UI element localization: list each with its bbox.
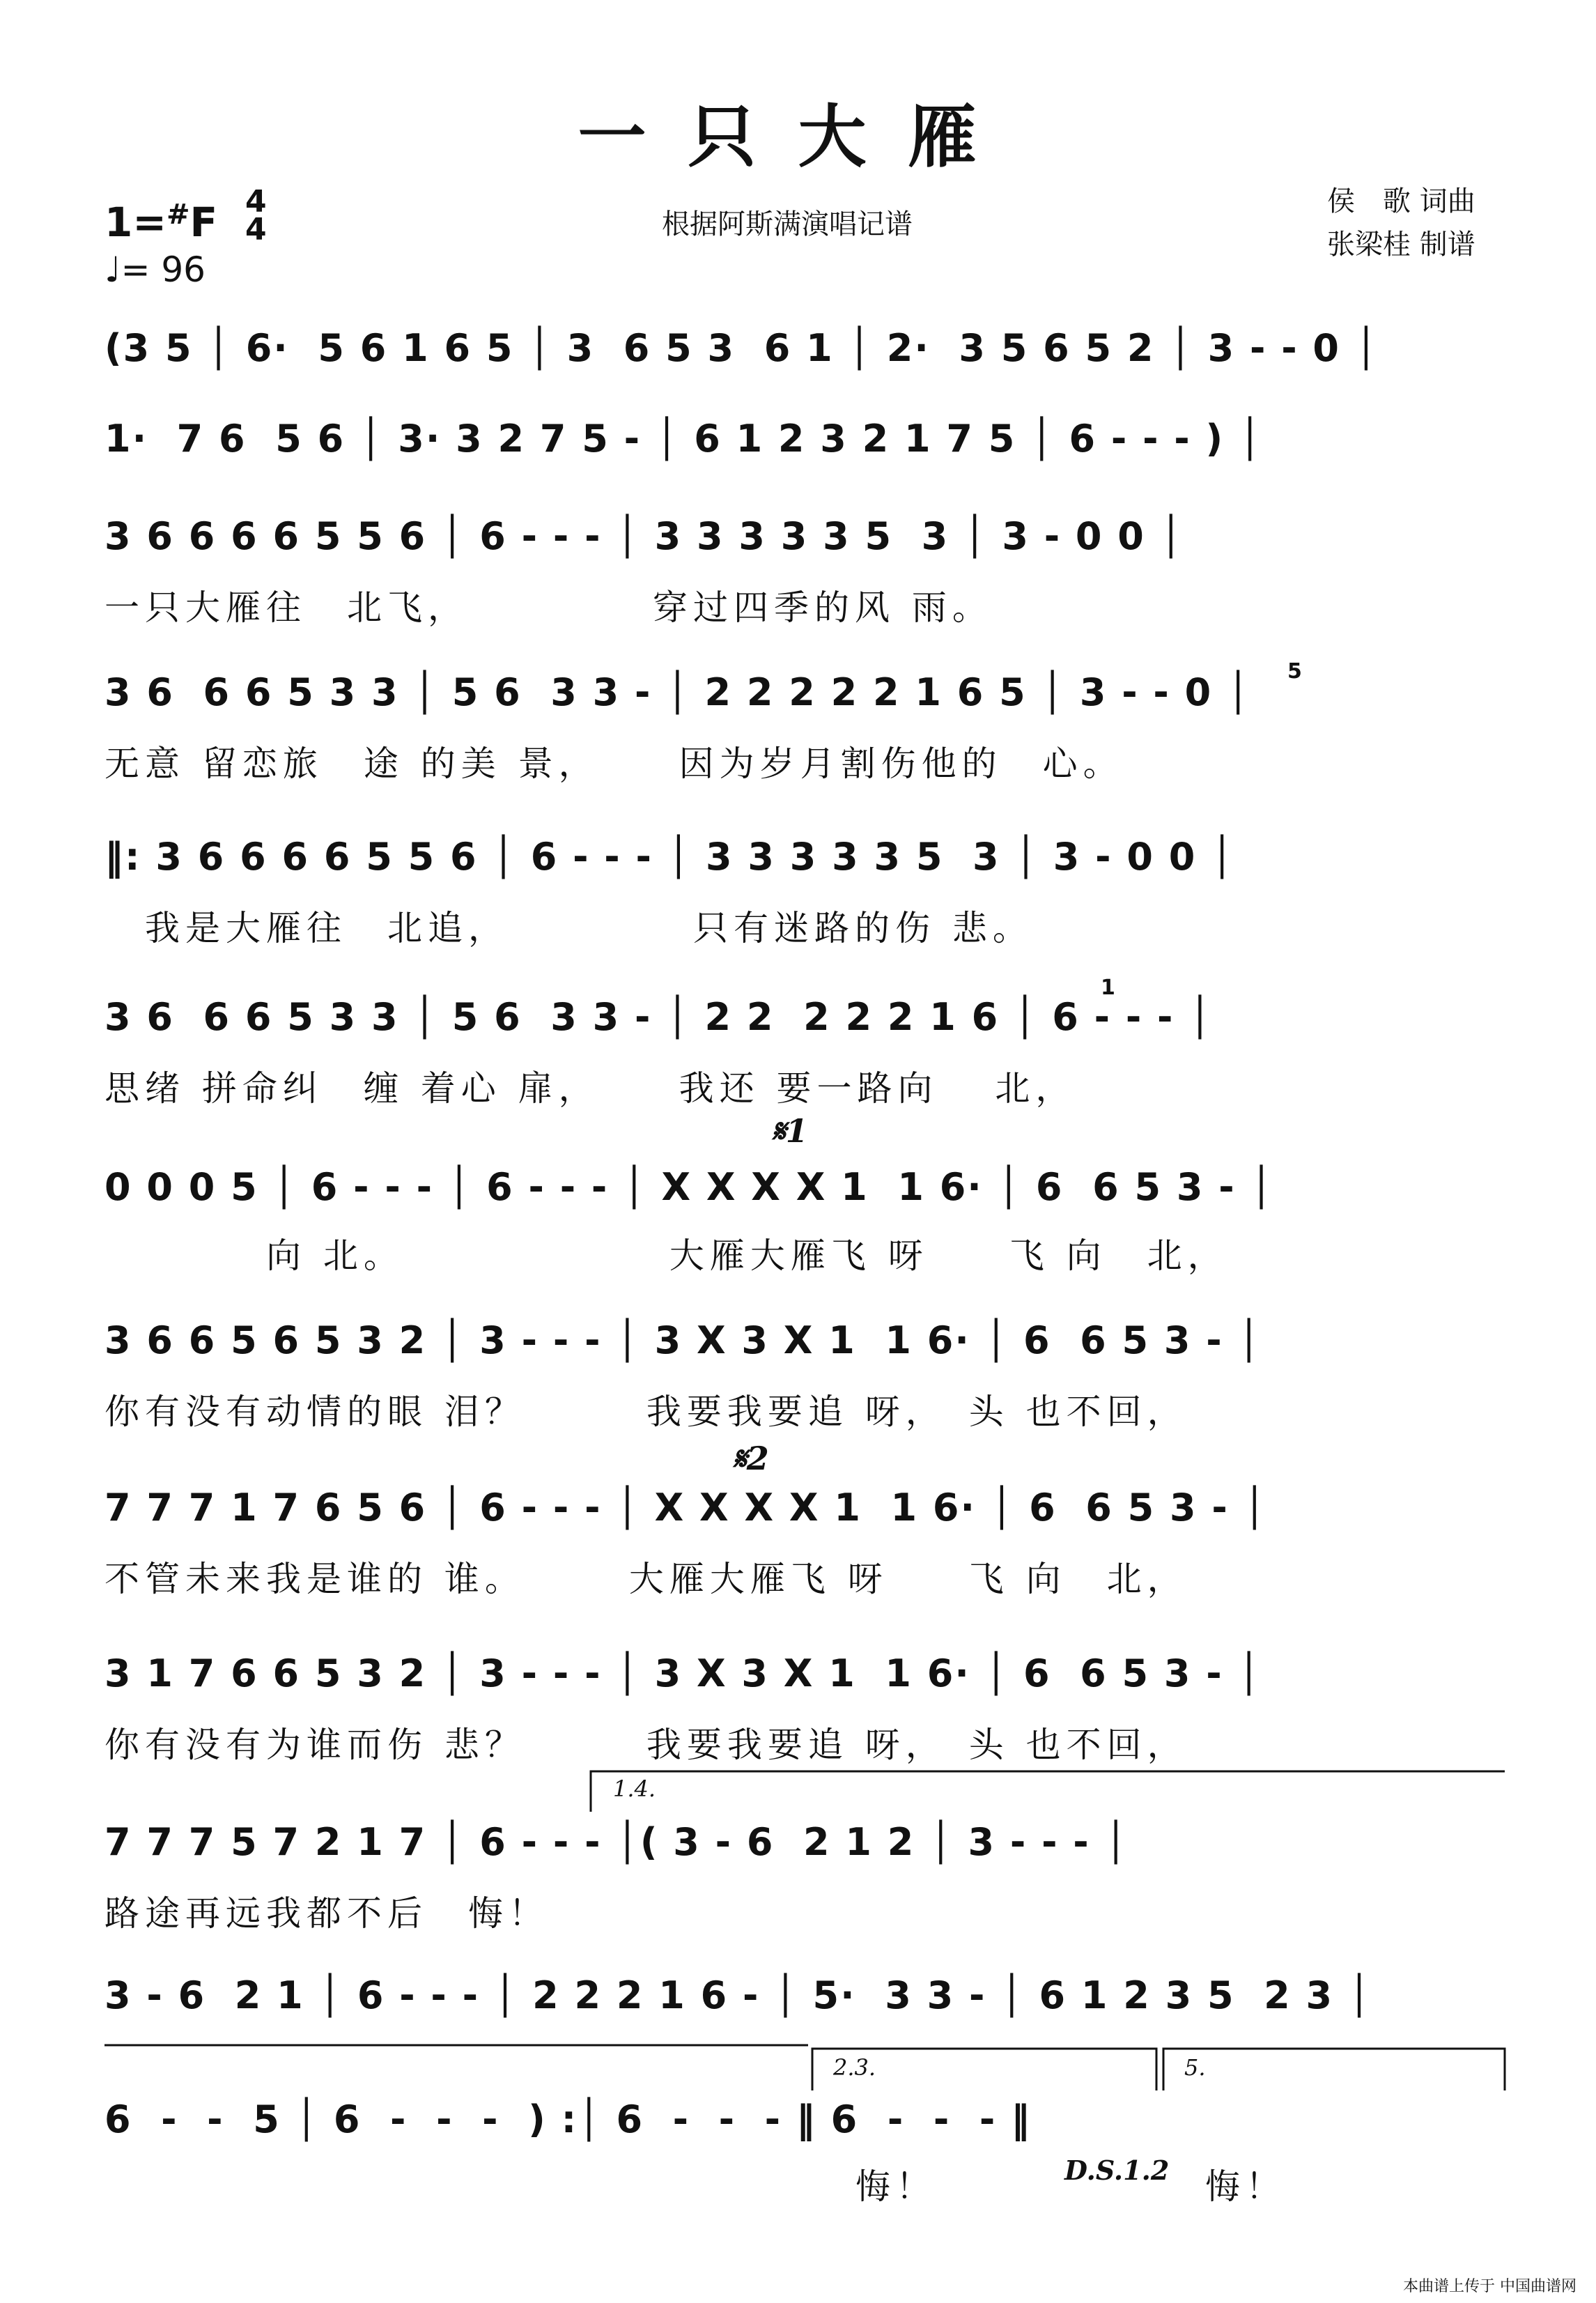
notation-row-7: 0 0 0 5 │ 6 - - - │ 6 - - - │ X X X X 1 1 6· │ 6 6 5 3 - │ [104, 1165, 1274, 1209]
key-prefix: 1= [104, 199, 166, 246]
lyric-row-6: 思绪 拼命纠 缠 着心 扉， 我还 要一路向 北， [104, 1068, 1076, 1109]
grace-note-5: 5 [1287, 659, 1302, 684]
notation-row-13: 6 - - 5 │ 6 - - - ) :│ 6 - - - ‖ 6 - - - ‖ [104, 2097, 1032, 2141]
notation-row-2: 1· 7 6 5 6 │ 3· 3 2 7 5 - │ 6 1 2 3 2 1 7 5 │ 6 - - - ) │ [104, 417, 1263, 461]
source-note: 根据阿斯满演唱记谱 [662, 208, 913, 240]
notation-row-9: 7 7 7 1 7 6 5 6 │ 6 - - - │ X X X X 1 1 6· │ 6 6 5 3 - │ [104, 1486, 1268, 1530]
footer-watermark: 本曲谱上传于 中国曲谱网 [1403, 2278, 1576, 2295]
page-title: 一只大雁 [578, 97, 1018, 177]
notation-row-4: 3 6 6 6 5 3 3 │ 5 6 3 3 - │ 2 2 2 2 2 1 6 5 │ 3 - - 0 │ [104, 670, 1251, 714]
notation-row-10: 3 1 7 6 6 5 3 2 │ 3 - - - │ 3 X 3 X 1 1 6· │ 6 6 5 3 - │ [104, 1651, 1262, 1695]
lyricist-credit: 侯 歌 词曲 [1327, 185, 1475, 217]
lyric-row-7: 向 北。 大雁大雁飞 呀 飞 向 北， [104, 1235, 1228, 1276]
volta-1-4: 1.4. [613, 1776, 656, 1802]
volta-5: 5. [1184, 2054, 1206, 2081]
lyric-row-9: 不管未来我是谁的 谁。 大雁大雁飞 呀 飞 向 北， [104, 1559, 1188, 1599]
lyric-row-11: 路途再远我都不后 悔！ [104, 1893, 549, 1934]
notation-row-11: 7 7 7 5 7 2 1 7 │ 6 - - - │( 3 - 6 2 1 2 │ 3 - - - │ [104, 1820, 1129, 1864]
ending-lyric-b: 悔！ [1205, 2166, 1286, 2207]
key-note: F [189, 199, 218, 246]
segno-1: 𝄋1 [772, 1112, 808, 1150]
volta-bracket-2-3 [812, 2049, 1156, 2090]
segno-2: 𝄋2 [733, 1440, 769, 1477]
time-bottom: 4 [245, 212, 267, 247]
ending-lyric-a: 悔！ [855, 2166, 936, 2207]
volta-bracket-5 [1163, 2049, 1505, 2090]
notation-row-6: 3 6 6 6 5 3 3 │ 5 6 3 3 - │ 2 2 2 2 2 1 6 │ 6 - - - │ [104, 995, 1213, 1039]
notation-row-12: 3 - 6 2 1 │ 6 - - - │ 2 2 2 1 6 - │ 5· 3 3 - │ 6 1 2 3 5 2 3 │ [104, 1973, 1372, 2017]
grace-note-1: 1 [1101, 976, 1115, 1000]
key-sharp: # [166, 199, 190, 231]
lyric-row-3: 一只大雁往 北飞， 穿过四季的风 雨。 [104, 587, 993, 628]
tempo-marking: ♩= 96 [104, 249, 206, 290]
volta-2-3: 2.3. [833, 2054, 876, 2081]
notation-row-8: 3 6 6 5 6 5 3 2 │ 3 - - - │ 3 X 3 X 1 1 6· │ 6 6 5 3 - │ [104, 1318, 1262, 1362]
lyric-row-5: 我是大雁往 北追， 只有迷路的伤 悲。 [104, 908, 1033, 948]
time-top: 4 [245, 184, 267, 219]
notation-row-3: 3 6 6 6 6 5 5 6 │ 6 - - - │ 3 3 3 3 3 5 3 │ 3 - 0 0 │ [104, 514, 1184, 558]
lyric-row-4: 无意 留恋旅 途 的美 景， 因为岁月割伤他的 心。 [104, 744, 1124, 784]
lyric-row-8: 你有没有动情的眼 泪？ 我要我要追 呀， 头 也不回， [104, 1392, 1188, 1432]
lyric-row-10: 你有没有为谁而伤 悲？ 我要我要追 呀， 头 也不回， [104, 1725, 1188, 1765]
dal-segno-mark: D.S.1.2 [1064, 2155, 1170, 2186]
notation-row-1: (3 5 │ 6· 5 6 1 6 5 │ 3 6 5 3 6 1 │ 2· 3 5 6 5 2 │ 3 - - 0 │ [104, 326, 1379, 370]
volta-bracket-1-4 [591, 1771, 1505, 1812]
arranger-credit: 张梁桂 制谱 [1327, 229, 1475, 261]
notation-row-5: ‖: 3 6 6 6 6 5 5 6 │ 6 - - - │ 3 3 3 3 3 5 3 │ 3 - 0 0 │ [104, 835, 1235, 879]
